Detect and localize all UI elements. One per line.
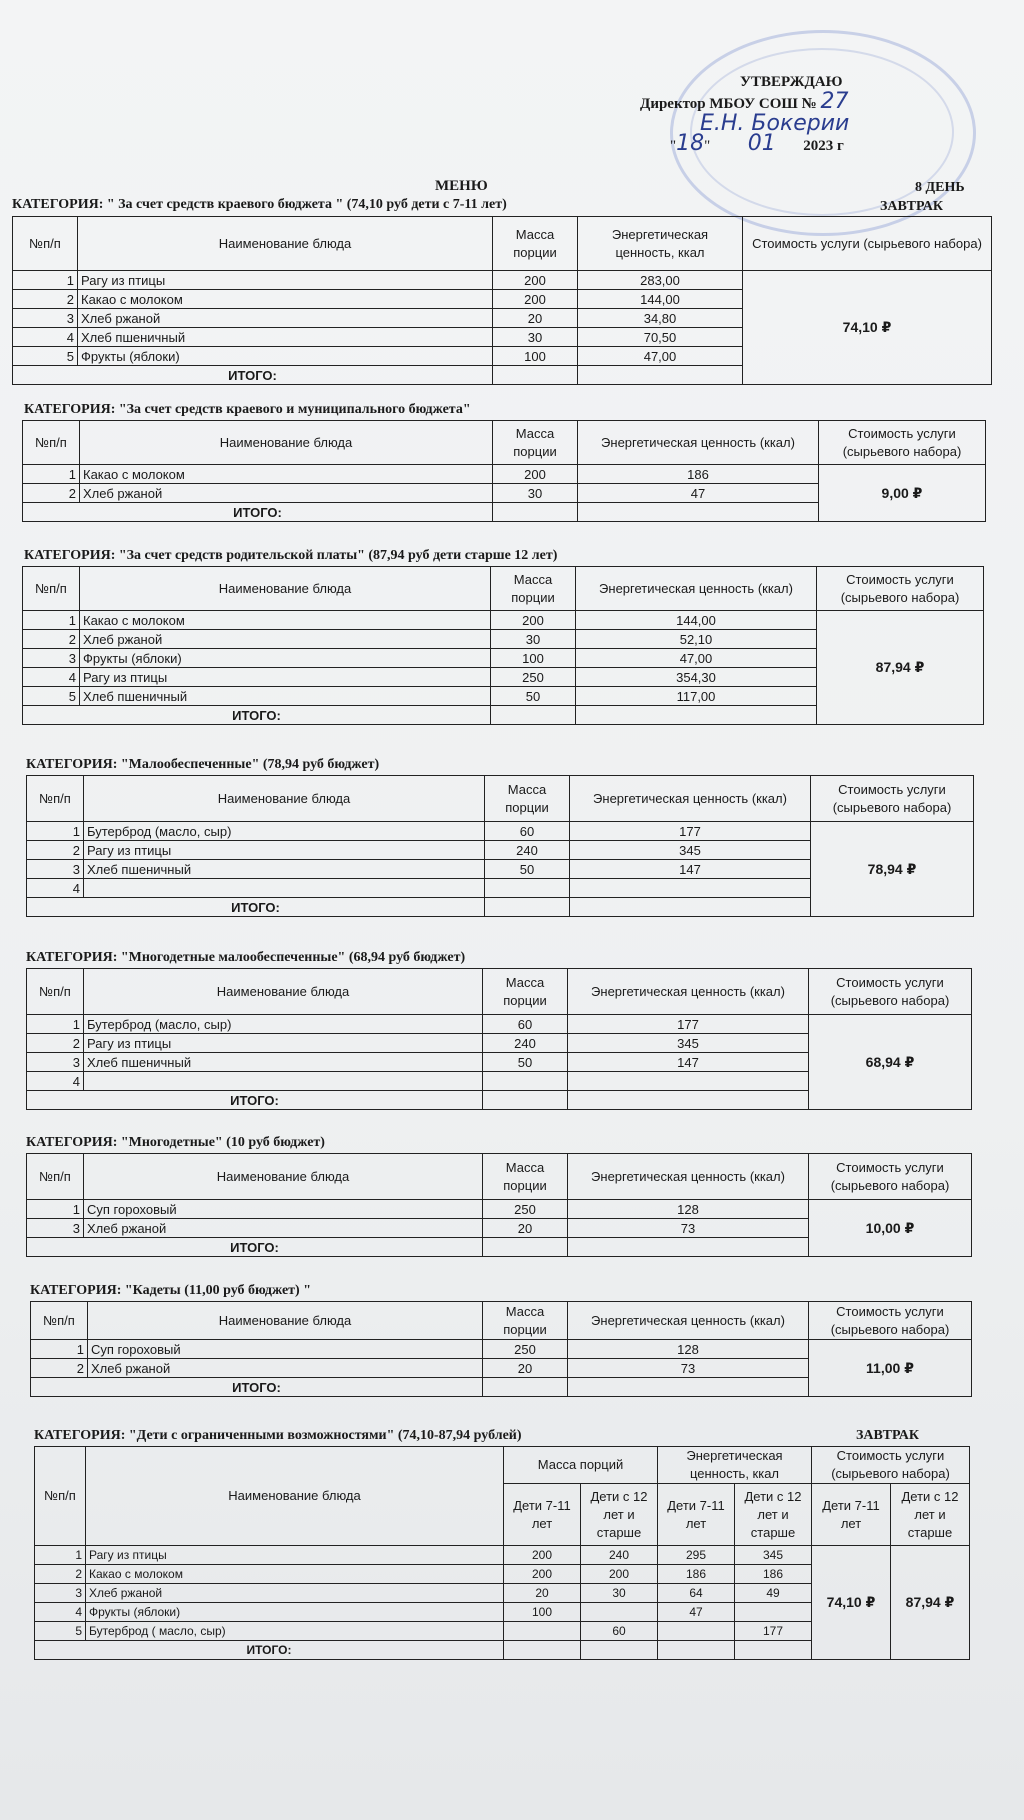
col-cost-7-11: Дети 7-11 лет <box>812 1484 891 1546</box>
approval-date: "18" 01 2023 г <box>670 131 844 156</box>
dish-mass <box>483 1072 568 1091</box>
col-no: №п/п <box>27 776 84 822</box>
dish-name: Фрукты (яблоки) <box>80 649 491 668</box>
dish-mass: 250 <box>483 1200 568 1219</box>
col-mass: Масса порции <box>483 1154 568 1200</box>
dish-mass-7-11 <box>504 1622 581 1641</box>
dish-kcal: 283,00 <box>578 271 743 290</box>
dish-name: Какао с молоком <box>86 1565 504 1584</box>
dish-mass-12: 240 <box>581 1546 658 1565</box>
dish-name: Бутерброд ( масло, сыр) <box>86 1622 504 1641</box>
service-cost: 78,94 ₽ <box>811 822 974 917</box>
dish-kcal: 128 <box>568 1200 809 1219</box>
dish-mass: 30 <box>491 630 576 649</box>
dish-name: Хлеб ржаной <box>84 1219 483 1238</box>
dish-kcal-12: 186 <box>735 1565 812 1584</box>
table-row <box>23 611 984 630</box>
dish-kcal: 144,00 <box>576 611 817 630</box>
dish-name: Хлеб ржаной <box>80 630 491 649</box>
col-energy: Энергетическая ценность (ккал) <box>568 1154 809 1200</box>
row-no: 1 <box>23 611 80 630</box>
total-label: ИТОГО: <box>35 1641 504 1660</box>
table-header-row <box>27 969 972 1015</box>
col-cost: Стоимость услуги (сырьевого набора) <box>809 1302 972 1340</box>
col-mass: Масса порции <box>491 567 576 611</box>
service-cost: 10,00 ₽ <box>809 1200 972 1257</box>
row-no: 4 <box>27 879 84 898</box>
table-row <box>23 465 986 484</box>
dish-mass: 250 <box>491 668 576 687</box>
col-cost: Стоимость услуги (сырьевого набора) <box>809 969 972 1015</box>
row-no: 2 <box>35 1565 86 1584</box>
total-label: ИТОГО: <box>31 1378 483 1397</box>
dish-mass: 200 <box>493 271 578 290</box>
dish-kcal: 34,80 <box>578 309 743 328</box>
col-name: Наименование блюда <box>84 969 483 1015</box>
dish-mass: 30 <box>493 328 578 347</box>
menu-table-3 <box>22 566 984 725</box>
col-mass: Масса порций <box>504 1447 658 1484</box>
dish-kcal: 47,00 <box>576 649 817 668</box>
menu-table-1 <box>12 216 992 385</box>
dish-name <box>84 879 485 898</box>
approval-heading: УТВЕРЖДАЮ <box>740 74 843 90</box>
dish-kcal: 128 <box>568 1340 809 1359</box>
dish-name: Хлеб пшеничный <box>80 687 491 706</box>
menu-table-4 <box>26 775 974 917</box>
row-no: 4 <box>23 668 80 687</box>
dish-mass-7-11: 200 <box>504 1546 581 1565</box>
dish-mass: 250 <box>483 1340 568 1359</box>
col-no: №п/п <box>23 567 80 611</box>
dish-name: Хлеб ржаной <box>86 1584 504 1603</box>
row-no: 4 <box>13 328 78 347</box>
table-header-row <box>27 776 974 822</box>
dish-kcal: 117,00 <box>576 687 817 706</box>
approval-block <box>640 72 970 156</box>
dish-name: Какао с молоком <box>80 611 491 630</box>
row-no: 5 <box>35 1622 86 1641</box>
menu-table-5 <box>26 968 972 1110</box>
dish-name: Какао с молоком <box>78 290 493 309</box>
meal-label-8: ЗАВТРАК <box>856 1428 920 1443</box>
dish-kcal: 345 <box>570 841 811 860</box>
table-header-row <box>23 567 984 611</box>
dish-mass: 200 <box>491 611 576 630</box>
category-title-2: КАТЕГОРИЯ: "За счет средств краевого и муниципального бюджета" <box>24 402 471 417</box>
dish-kcal: 147 <box>570 860 811 879</box>
dish-kcal-12: 177 <box>735 1622 812 1641</box>
table-header-row <box>35 1447 970 1484</box>
date-month: 01 <box>747 131 776 156</box>
dish-mass: 50 <box>491 687 576 706</box>
day-label: 8 ДЕНЬ <box>915 180 965 195</box>
col-cost: Стоимость услуги (сырьевого набора) <box>743 217 992 271</box>
row-no: 3 <box>35 1584 86 1603</box>
category-title-1: КАТЕГОРИЯ: " За счет средств краевого бюджета " (74,10 руб дети с 7-11 лет) <box>12 197 507 212</box>
row-no: 2 <box>23 484 80 503</box>
dish-mass: 240 <box>485 841 570 860</box>
date-day: 18 <box>676 131 705 156</box>
row-no: 5 <box>13 347 78 366</box>
table-header-row <box>23 421 986 465</box>
dish-mass-12 <box>581 1603 658 1622</box>
director-signature: Е.Н. Бокерии <box>700 111 850 136</box>
dish-mass: 20 <box>483 1359 568 1378</box>
menu-title: МЕНЮ <box>435 178 488 194</box>
row-no: 2 <box>13 290 78 309</box>
row-no: 1 <box>31 1340 88 1359</box>
dish-kcal-7-11: 186 <box>658 1565 735 1584</box>
menu-table-8 <box>34 1446 970 1660</box>
dish-name: Хлеб ржаной <box>78 309 493 328</box>
dish-name: Какао с молоком <box>80 465 493 484</box>
row-no: 2 <box>23 630 80 649</box>
dish-kcal-7-11: 295 <box>658 1546 735 1565</box>
col-name: Наименование блюда <box>80 567 491 611</box>
dish-name: Рагу из птицы <box>78 271 493 290</box>
total-label: ИТОГО: <box>23 503 493 522</box>
dish-name: Хлеб пшеничный <box>78 328 493 347</box>
row-no: 3 <box>27 860 84 879</box>
dish-kcal-7-11: 64 <box>658 1584 735 1603</box>
col-mass-12: Дети с 12 лет и старше <box>581 1484 658 1546</box>
row-no: 4 <box>35 1603 86 1622</box>
total-label: ИТОГО: <box>13 366 493 385</box>
total-label: ИТОГО: <box>27 1091 483 1110</box>
dish-name: Рагу из птицы <box>80 668 491 687</box>
dish-kcal <box>570 879 811 898</box>
school-number: 27 <box>820 89 849 114</box>
director-label: Директор МБОУ СОШ № <box>640 96 817 112</box>
dish-mass-12: 30 <box>581 1584 658 1603</box>
col-no: №п/п <box>31 1302 88 1340</box>
row-no: 3 <box>13 309 78 328</box>
dish-name: Хлеб ржаной <box>80 484 493 503</box>
table-row <box>13 271 992 290</box>
row-no: 2 <box>27 1034 84 1053</box>
table-row <box>27 822 974 841</box>
col-cost: Стоимость услуги (сырьевого набора) <box>817 567 984 611</box>
col-energy: Энергетическая ценность (ккал) <box>568 1302 809 1340</box>
category-title-7: КАТЕГОРИЯ: "Кадеты (11,00 руб бюджет) " <box>30 1283 311 1298</box>
dish-kcal: 52,10 <box>576 630 817 649</box>
dish-mass: 60 <box>485 822 570 841</box>
menu-table-2 <box>22 420 986 522</box>
col-cost: Стоимость услуги (сырьевого набора) <box>819 421 986 465</box>
table-header-row <box>27 1154 972 1200</box>
dish-name: Рагу из птицы <box>86 1546 504 1565</box>
dish-kcal: 70,50 <box>578 328 743 347</box>
col-no: №п/п <box>35 1447 86 1546</box>
dish-name: Рагу из птицы <box>84 841 485 860</box>
dish-mass-12: 200 <box>581 1565 658 1584</box>
col-mass-7-11: Дети 7-11 лет <box>504 1484 581 1546</box>
dish-name: Бутерброд (масло, сыр) <box>84 1015 483 1034</box>
dish-kcal-12: 345 <box>735 1546 812 1565</box>
row-no: 1 <box>27 1200 84 1219</box>
col-cost: Стоимость услуги (сырьевого набора) <box>809 1154 972 1200</box>
dish-kcal: 144,00 <box>578 290 743 309</box>
dish-mass-7-11: 20 <box>504 1584 581 1603</box>
dish-mass: 100 <box>491 649 576 668</box>
dish-name: Фрукты (яблоки) <box>86 1603 504 1622</box>
col-name: Наименование блюда <box>88 1302 483 1340</box>
dish-name: Хлеб ржаной <box>88 1359 483 1378</box>
dish-kcal: 177 <box>570 822 811 841</box>
row-no: 1 <box>27 822 84 841</box>
category-title-5: КАТЕГОРИЯ: "Многодетные малообеспеченные" (68,94 руб бюджет) <box>26 950 466 965</box>
col-kcal-12: Дети с 12 лет и старше <box>735 1484 812 1546</box>
dish-mass: 30 <box>493 484 578 503</box>
col-no: №п/п <box>13 217 78 271</box>
dish-kcal: 73 <box>568 1219 809 1238</box>
total-label: ИТОГО: <box>27 1238 483 1257</box>
col-no: №п/п <box>27 969 84 1015</box>
dish-kcal-7-11: 47 <box>658 1603 735 1622</box>
dish-kcal: 177 <box>568 1015 809 1034</box>
dish-kcal: 47 <box>578 484 819 503</box>
category-title-6: КАТЕГОРИЯ: "Многодетные" (10 руб бюджет) <box>26 1135 325 1150</box>
col-cost: Стоимость услуги (сырьевого набора) <box>812 1447 970 1484</box>
dish-kcal: 186 <box>578 465 819 484</box>
total-label: ИТОГО: <box>27 898 485 917</box>
col-mass: Масса порции <box>493 421 578 465</box>
dish-name: Фрукты (яблоки) <box>78 347 493 366</box>
menu-table-6 <box>26 1153 972 1257</box>
dish-mass-7-11: 200 <box>504 1565 581 1584</box>
service-cost-12: 87,94 ₽ <box>891 1546 970 1660</box>
dish-mass: 60 <box>483 1015 568 1034</box>
dish-name: Бутерброд (масло, сыр) <box>84 822 485 841</box>
date-year: 2023 г <box>803 138 844 154</box>
col-energy: Энергетическая ценность (ккал) <box>578 421 819 465</box>
dish-kcal: 354,30 <box>576 668 817 687</box>
table-header-row <box>13 217 992 271</box>
table-row <box>27 1200 972 1219</box>
dish-kcal: 73 <box>568 1359 809 1378</box>
col-mass: Масса порции <box>485 776 570 822</box>
category-title-4: КАТЕГОРИЯ: "Малообеспеченные" (78,94 руб бюджет) <box>26 757 380 772</box>
col-cost-12: Дети с 12 лет и старше <box>891 1484 970 1546</box>
dish-mass: 50 <box>483 1053 568 1072</box>
col-energy: Энергетическая ценность (ккал) <box>568 969 809 1015</box>
dish-mass-12: 60 <box>581 1622 658 1641</box>
dish-kcal <box>568 1072 809 1091</box>
row-no: 3 <box>23 649 80 668</box>
row-no: 5 <box>23 687 80 706</box>
row-no: 3 <box>27 1053 84 1072</box>
dish-mass: 50 <box>485 860 570 879</box>
col-energy: Энергетическая ценность (ккал) <box>576 567 817 611</box>
service-cost: 74,10 ₽ <box>743 271 992 385</box>
dish-mass: 100 <box>493 347 578 366</box>
dish-name: Хлеб пшеничный <box>84 860 485 879</box>
dish-name: Хлеб пшеничный <box>84 1053 483 1072</box>
service-cost-7-11: 74,10 ₽ <box>812 1546 891 1660</box>
category-title-3: КАТЕГОРИЯ: "За счет средств родительской платы" (87,94 руб дети старше 12 лет) <box>24 548 558 563</box>
table-header-row <box>31 1302 972 1340</box>
service-cost: 87,94 ₽ <box>817 611 984 725</box>
col-energy: Энергетическая ценность, ккал <box>658 1447 812 1484</box>
col-no: №п/п <box>27 1154 84 1200</box>
col-name: Наименование блюда <box>80 421 493 465</box>
col-no: №п/п <box>23 421 80 465</box>
row-no: 4 <box>27 1072 84 1091</box>
col-energy: Энергетическая ценность (ккал) <box>570 776 811 822</box>
table-row <box>35 1546 970 1565</box>
dish-mass-7-11: 100 <box>504 1603 581 1622</box>
dish-mass <box>485 879 570 898</box>
dish-kcal: 147 <box>568 1053 809 1072</box>
row-no: 1 <box>27 1015 84 1034</box>
dish-name: Суп гороховый <box>84 1200 483 1219</box>
col-mass: Масса порции <box>483 1302 568 1340</box>
row-no: 3 <box>27 1219 84 1238</box>
row-no: 2 <box>31 1359 88 1378</box>
col-name: Наименование блюда <box>84 1154 483 1200</box>
table-row <box>31 1340 972 1359</box>
dish-mass: 20 <box>483 1219 568 1238</box>
dish-name: Суп гороховый <box>88 1340 483 1359</box>
row-no: 1 <box>13 271 78 290</box>
service-cost: 11,00 ₽ <box>809 1340 972 1397</box>
dish-mass: 240 <box>483 1034 568 1053</box>
dish-mass: 200 <box>493 465 578 484</box>
dish-kcal: 345 <box>568 1034 809 1053</box>
total-label: ИТОГО: <box>23 706 491 725</box>
dish-mass: 20 <box>493 309 578 328</box>
dish-kcal-7-11 <box>658 1622 735 1641</box>
dish-mass: 200 <box>493 290 578 309</box>
menu-table-7 <box>30 1301 972 1397</box>
meal-label-1: ЗАВТРАК <box>880 199 944 214</box>
col-mass: Масса порции <box>483 969 568 1015</box>
col-energy: Энергетическая ценность, ккал <box>578 217 743 271</box>
dish-kcal-12 <box>735 1603 812 1622</box>
table-row <box>27 1015 972 1034</box>
col-name: Наименование блюда <box>84 776 485 822</box>
dish-kcal: 47,00 <box>578 347 743 366</box>
dish-name: Рагу из птицы <box>84 1034 483 1053</box>
dish-name <box>84 1072 483 1091</box>
category-title-8: КАТЕГОРИЯ: "Дети с ограниченными возможностями" (74,10-87,94 рублей) <box>34 1428 522 1443</box>
service-cost: 9,00 ₽ <box>819 465 986 522</box>
col-mass: Масса порции <box>493 217 578 271</box>
row-no: 1 <box>35 1546 86 1565</box>
service-cost: 68,94 ₽ <box>809 1015 972 1110</box>
col-name: Наименование блюда <box>86 1447 504 1546</box>
col-name: Наименование блюда <box>78 217 493 271</box>
row-no: 1 <box>23 465 80 484</box>
col-kcal-7-11: Дети 7-11 лет <box>658 1484 735 1546</box>
row-no: 2 <box>27 841 84 860</box>
dish-kcal-12: 49 <box>735 1584 812 1603</box>
col-cost: Стоимость услуги (сырьевого набора) <box>811 776 974 822</box>
